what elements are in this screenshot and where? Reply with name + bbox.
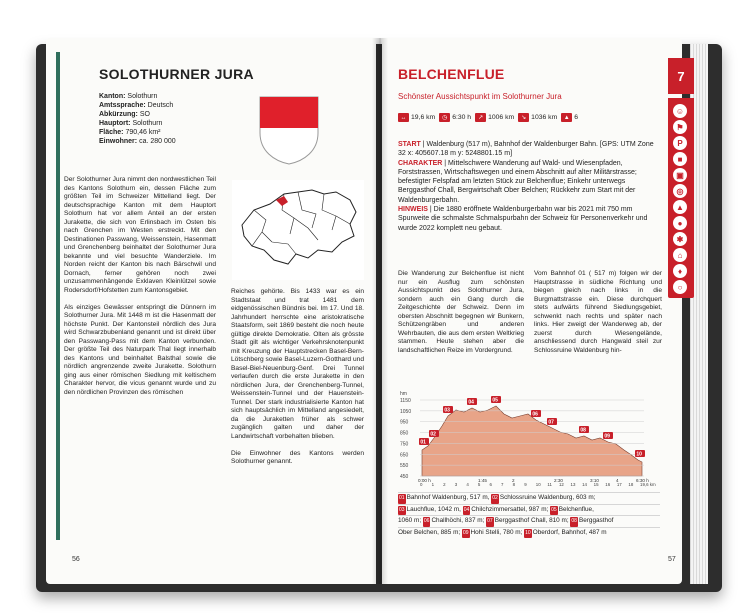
time-tick-label: 0:00 h xyxy=(418,478,431,483)
train-icon: ▣ xyxy=(673,168,687,182)
culture-icon: ⌂ xyxy=(673,248,687,262)
y-tick-label: 550 xyxy=(400,463,409,470)
y-tick-label: 950 xyxy=(400,419,409,426)
left-column-2: Reiches gehörte. Bis 1433 war es ein Stadtstaat und trat 1481 dem eidgenössischen Bündnis bei. Im 17. Und 18. Jahrhundert herrschte eine aristokratische Staatsform, seit 1869 besteht die noch heute gültige direkte Demokratie. Olten als grösste Stadt gilt als wichtiger Verkehrsknotenpunkt mit Kreuzung der Hauptstrecken Basel-Bern-Lötschberg sowie Basel-Luzern-Gotthard und Basel-Biel-Neuenburg-Genf. Drei Tunnel verlaufen durch die erste Jurakette in den nördlichen Jura, der Grenchenberg-Tunnel, Weissenstein-Tunnel und der Hauenstein-Tunnel. Der stark industrialisierte Kanton hat sich hauptsächlich im Mittelland angesiedelt, da die Juraketten früher als schwer zugänglich galten und daher der Landwirtschaft vorbehalten blieben. Die Einwohner des Kantons werden Solothurner genannt. xyxy=(231,288,364,465)
x-tick-label: 9 xyxy=(524,482,527,487)
waypoint-label: 07 xyxy=(548,419,554,426)
y-tick-label: 1050 xyxy=(400,408,412,415)
x-tick-label: 2 xyxy=(443,482,446,487)
bus-icon: ■ xyxy=(673,152,687,166)
fact-row: Abkürzung: SO xyxy=(99,111,150,118)
description-column-1: Die Wanderung zur Belchenflue ist nicht nur ein Ausflug zum schönsten Aussichtspunkt des Solothurner Jura, sondern auch ein Gang durch die Zeitgeschichte der Schweiz. Denn im obersten Abschnitt begegnen wir Bunkern, Schützengräben und anderen Wehrbauten, die aus dem ersten Weltkrieg stammen. Heute stehen aber die landschaftlichen Reize im Vordergrund. xyxy=(398,270,524,354)
family-icon: ☺ xyxy=(673,104,687,118)
legend-row: Ober Belchen, 885 m; 09 Hohi Stelli, 780 m; 10 Oberdorf, Bahnhof, 487 m xyxy=(398,527,660,539)
x-tick-label: 17 xyxy=(616,482,622,487)
x-tick-label: 5 xyxy=(477,482,481,487)
time-tick-label: 2 xyxy=(512,478,515,483)
fact-row: Amtssprache: Deutsch xyxy=(99,102,174,109)
stat-ascent: ↗ 1006 km xyxy=(475,113,514,122)
solothurn-crest-icon xyxy=(258,95,320,165)
x-tick-label: 16 xyxy=(605,482,611,487)
viewpoint-icon: ◎ xyxy=(673,184,687,198)
x-tick-label: 8 xyxy=(512,482,516,487)
distance-icon: ↔ xyxy=(398,113,409,122)
x-tick-label: 4 xyxy=(466,482,469,487)
hint-info: HINWEIS | Die 1880 eröffnete Waldenburgerbahn war bis 2021 mit 750 mm Spurweite die schmalste Schmalspurbahn der Schweiz für Personenverkehr und wurde 2022 komplett neu gebaut. xyxy=(398,206,648,232)
x-tick-label: 6 xyxy=(489,482,492,487)
switzerland-map xyxy=(232,180,364,280)
y-tick-label: 450 xyxy=(400,474,409,480)
x-tick-label: 14 xyxy=(582,482,587,487)
tour-info xyxy=(398,140,660,233)
waypoint-label: 03 xyxy=(444,407,450,414)
start-info: START | Waldenburg (517 m), Bahnhof der Waldenburger Bahn. [GPS: UTM Zone 32 x: 405607.18 m y: 5248801.15 m] xyxy=(398,141,654,158)
x-tick-label: 12 xyxy=(558,482,564,487)
x-tick-label: 1 xyxy=(431,482,435,487)
legend-row: 1060 m; 06 Challhöchi, 837 m; 07 Berggasthof Chall, 810 m; 08 Berggasthof xyxy=(398,515,660,527)
tour-subtitle: Schönster Aussichtspunkt im Solothurner Jura xyxy=(398,92,562,101)
y-tick-label: 850 xyxy=(400,430,409,437)
ascent-icon: ↗ xyxy=(475,113,486,122)
fact-row: Hauptort: Solothurn xyxy=(99,120,163,127)
waypoint-label: 01 xyxy=(420,439,426,446)
character-info: CHARAKTER | Mittelschwere Wanderung auf Wald- und Wiesenpfaden, Forststrassen, Wirtschaftswegen und einem Abschnitt auf alter Militärstrasse; befestigter Felspfad am letzten Stück zur Belchenflue; Einkehr unterwegs Berggasthof Chall, Bergwirtschaft Ober Belchen; Rückkehr zum Start mit der Waldenburgerbahn. xyxy=(398,159,637,204)
x-tick-label: 11 xyxy=(547,482,552,487)
snow-icon: ✱ xyxy=(673,232,687,246)
waypoint-label: 09 xyxy=(604,433,610,440)
stat-difficulty: ▲ 6 xyxy=(561,113,578,122)
waypoint-label: 04 xyxy=(468,399,474,406)
waypoint-label: 08 xyxy=(580,427,586,434)
time-tick-label: 4 xyxy=(616,478,619,483)
stroller-icon: ○ xyxy=(673,280,687,294)
region-title: SOLOTHURNER JURA xyxy=(99,66,254,82)
dog-icon: ♦ xyxy=(673,264,687,278)
stat-distance: ↔ 19,6 km xyxy=(398,113,435,122)
time-tick-label: 6:30 h xyxy=(636,478,649,483)
canton-facts xyxy=(99,92,176,146)
waypoint-legend xyxy=(398,492,660,538)
legend-row: 01 Bahnhof Waldenburg, 517 m, 02 Schlossruine Waldenburg, 603 m; xyxy=(398,492,660,504)
time-tick-label: 3:10 xyxy=(590,478,599,483)
y-tick-label: 1150 xyxy=(400,398,411,404)
time-tick-label: 1:45 xyxy=(478,478,487,483)
restaurant-icon: ⚑ xyxy=(673,120,687,134)
x-tick-label: 13 xyxy=(570,482,576,487)
left-column-1: Der Solothurner Jura nimmt den nordwestlichen Teil des Kantons Solothurn ein, dessen Fläche zum größten Teil im Schweizer Mittelland liegt. Der deutschsprachige Kanton mit dem Hauptort Solothurn hat vor allem Anteil an der ersten Jurakette, die sich von Erlinsbach im Osten bis nach Grenchen im Westen erstreckt. Mit den Destinationen Passwang, Weissenstein, Hasenmatt und Grenchenberg beinhaltet der Solothurner Jura bekannte und viel besuchte Wanderziele. Im Norden reicht der Kanton bis nach Bärschwil und Dornach, ferner gehören noch zwei unzusammenhängende Exklaven Kleinlützel sowie Rodersdorf/Hofstetten zum Kantonsgebiet. Als einziges Gewässer entspringt die Dünnern im Solothurner Jura. Mit 1448 m ist die Hasenmatt der höchste Punkt. Der Kantonsteil nördlich des Jura wird Schwarzbubenland genannt und ist direkt über den Passwang-Pass mit dem Kanton verbunden. Der größte Teil des Naturpark Thal liegt innerhalb des Kantons und beinhaltet Balsthal sowie die nördlich angrenzende zweite Jurakette. Solothurn ging aus einer römischen Siedlung mit keltischem Charakter hervor, die vicus genannt wurde und zu den nördlichen Provinzen des römischen xyxy=(64,176,216,396)
stat-duration: ◷ 6:30 h xyxy=(439,113,471,122)
page-number-left: 56 xyxy=(72,556,80,563)
y-tick-label: 750 xyxy=(400,441,409,448)
fact-row: Fläche: 790,46 km² xyxy=(99,129,161,136)
x-tick-label: 10 xyxy=(535,482,541,487)
waypoint-label: 10 xyxy=(636,451,642,458)
descent-icon: ↘ xyxy=(518,113,529,122)
x-tick-label: 7 xyxy=(501,482,504,487)
clock-icon: ◷ xyxy=(439,113,450,122)
x-tick-label: 0 xyxy=(420,482,423,487)
x-tick-label: 19,6 km xyxy=(640,482,656,487)
summit-icon: ▲ xyxy=(673,200,687,214)
elevation-profile xyxy=(398,388,660,488)
fact-row: Einwohner: ca. 280 000 xyxy=(99,138,176,145)
waypoint-label: 06 xyxy=(532,411,538,418)
water-icon: ● xyxy=(673,216,687,230)
waypoint-label: 02 xyxy=(430,431,436,438)
stat-descent: ↘ 1036 km xyxy=(518,113,557,122)
parking-icon: P xyxy=(673,136,687,150)
y-tick-label: 650 xyxy=(400,452,409,459)
page-number-right: 57 xyxy=(668,556,676,563)
tour-stats xyxy=(398,113,578,122)
chapter-tab: 7 xyxy=(668,58,694,94)
x-tick-label: 3 xyxy=(454,482,458,487)
time-tick-label: 2:30 xyxy=(554,478,563,483)
y-unit-label: hm xyxy=(400,391,407,397)
x-tick-label: 15 xyxy=(593,482,599,487)
green-accent-bar xyxy=(56,52,60,540)
waypoint-label: 05 xyxy=(492,397,498,404)
fact-row: Kanton: Solothurn xyxy=(99,93,158,100)
description-column-2: Vom Bahnhof 01 ( 517 m) folgen wir der Hauptstrasse in südliche Richtung und biegen gleich nach links in die Burgmattstrasse ein. Diese durchquert stets aufwärts führend Siedlungsgebiet, schwenkt nach rechts und später nach links. Hier zweigt der Wanderweg ab, der zuerst durch Wiesengelände, anschliessend durch Hangwald steil zur Schlossruine Waldenburg hin- xyxy=(534,270,662,354)
tour-title: BELCHENFLUE xyxy=(398,66,505,82)
legend-row: 03 Lauchflue, 1042 m, 04 Chilchzimmersattel, 987 m; 05 Belchenflue, xyxy=(398,504,660,516)
x-tick-label: 18 xyxy=(628,482,634,487)
book-spine xyxy=(372,38,388,584)
difficulty-icon: ▲ xyxy=(561,113,572,122)
